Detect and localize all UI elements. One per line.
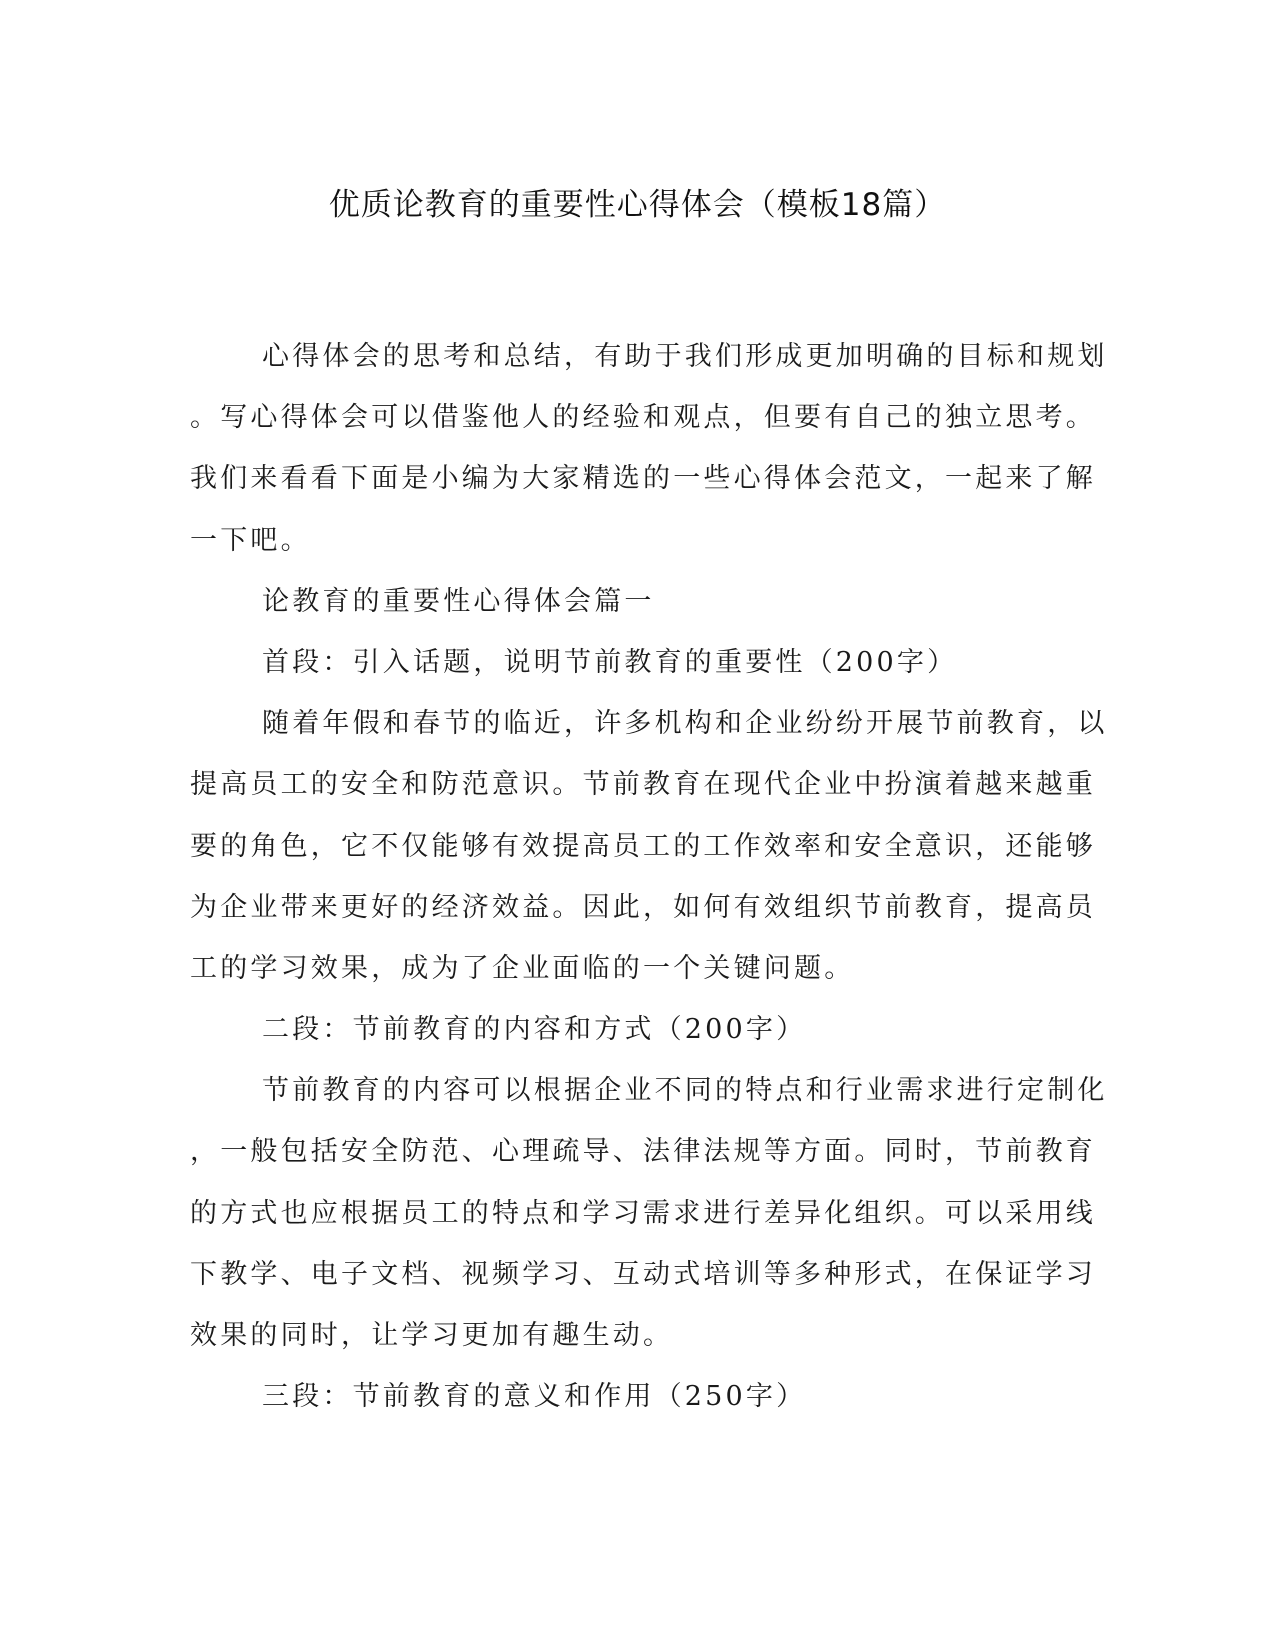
document-body — [190, 326, 1108, 1427]
text-line: 二段：节前教育的内容和方式（200字） — [262, 1014, 807, 1046]
document-title: 优质论教育的重要性心得体会（模板18篇） — [328, 187, 947, 223]
text-line: 效果的同时，让学习更加有趣生动。 — [190, 1320, 674, 1351]
text-line: 要的角色，它不仅能够有效提高员工的工作效率和安全意识，还能够 — [190, 830, 1096, 862]
text-line: 论教育的重要性心得体会篇一 — [262, 585, 655, 617]
text-line: 的方式也应根据员工的特点和学习需求进行差异化组织。可以采用线 — [190, 1197, 1096, 1229]
text-line: 首段：引入话题，说明节前教育的重要性（200字） — [262, 646, 958, 678]
text-line: 我们来看看下面是小编为大家精选的一些心得体会范文，一起来了解 — [190, 463, 1096, 495]
text-line: ，一般包括安全防范、心理疏导、法律法规等方面。同时，节前教育 — [190, 1136, 1096, 1168]
text-line: 三段：节前教育的意义和作用（250字） — [262, 1381, 807, 1413]
text-line: 提高员工的安全和防范意识。节前教育在现代企业中扮演着越来越重 — [190, 769, 1096, 801]
text-line: 节前教育的内容可以根据企业不同的特点和行业需求进行定制化 — [262, 1075, 1108, 1107]
text-line: 随着年假和春节的临近，许多机构和企业纷纷开展节前教育，以 — [262, 708, 1108, 740]
text-line: 一下吧。 — [190, 524, 311, 556]
text-line: 为企业带来更好的经济效益。因此，如何有效组织节前教育，提高员 — [190, 891, 1096, 923]
text-line: 心得体会的思考和总结，有助于我们形成更加明确的目标和规划 — [262, 341, 1108, 372]
text-line: 下教学、电子文档、视频学习、互动式培训等多种形式，在保证学习 — [190, 1258, 1096, 1290]
text-line: 工的学习效果，成为了企业面临的一个关键问题。 — [190, 952, 855, 984]
text-line: 。写心得体会可以借鉴他人的经验和观点，但要有自己的独立思考。 — [190, 402, 1096, 434]
